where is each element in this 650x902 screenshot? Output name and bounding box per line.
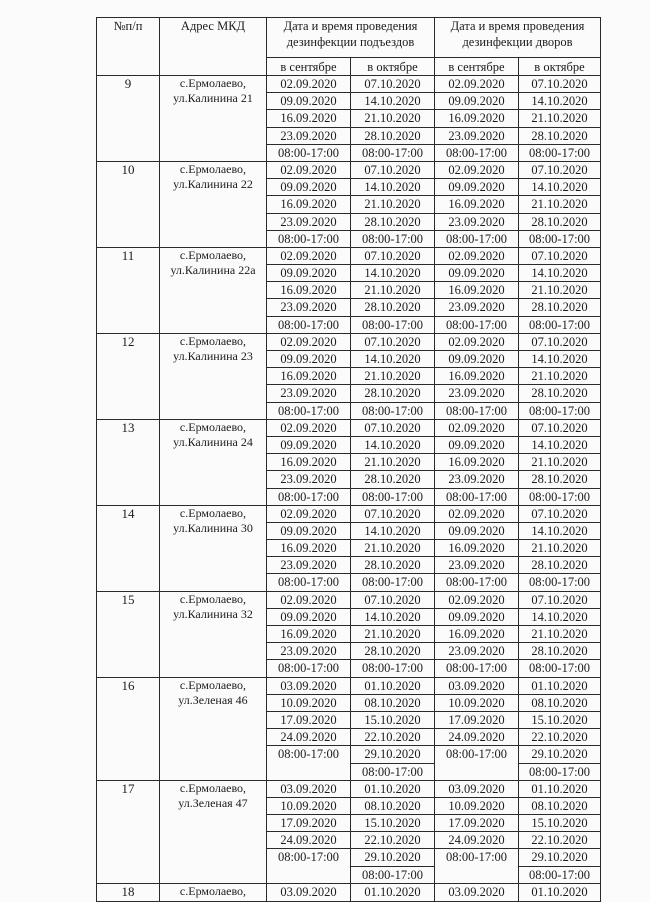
row-number: 12	[97, 333, 160, 419]
date-line: 07.10.2020	[351, 162, 434, 179]
date-line: 02.09.2020	[267, 162, 350, 179]
date-line: 02.09.2020	[267, 420, 350, 437]
date-line: 03.09.2020	[267, 678, 350, 695]
dates-entrances-september	[267, 247, 351, 333]
date-line: 10.09.2020	[267, 798, 350, 815]
date-line: 08:00-17:00	[361, 231, 424, 246]
date-line: 21.10.2020	[519, 368, 600, 385]
date-line: 14.10.2020	[519, 351, 600, 368]
date-line: 22.10.2020	[351, 832, 434, 849]
date-line: 21.10.2020	[351, 282, 434, 299]
date-line: 07.10.2020	[351, 420, 434, 437]
date-line: 16.09.2020	[435, 110, 518, 127]
date-line: 09.09.2020	[267, 437, 350, 454]
date-line: 03.09.2020	[280, 884, 337, 899]
dates-entrances-october	[351, 505, 435, 591]
date-line: 23.09.2020	[267, 128, 350, 145]
date-line: 02.09.2020	[267, 76, 350, 93]
date-line: 08:00-17:00	[277, 145, 340, 160]
date-line: 16.09.2020	[267, 196, 350, 213]
dates-entrances-october	[351, 161, 435, 247]
date-line: 23.09.2020	[267, 643, 350, 660]
dates-yards-september	[435, 591, 519, 677]
table-row	[97, 883, 601, 901]
date-line: 17.09.2020	[267, 815, 350, 832]
date-line: 02.09.2020	[267, 248, 350, 265]
date-line: 23.09.2020	[435, 299, 518, 316]
dates-entrances-october	[351, 591, 435, 677]
dates-yards-september	[435, 247, 519, 333]
dates-yards-october	[519, 883, 601, 901]
header-number: №п/п	[97, 18, 160, 76]
date-line: 08:00-17:00	[277, 231, 340, 246]
date-line: 21.10.2020	[519, 282, 600, 299]
row-number: 17	[97, 780, 160, 883]
date-line: 16.09.2020	[435, 368, 518, 385]
address-street: ул.Калинина 23	[173, 348, 253, 363]
date-line: 09.09.2020	[267, 609, 350, 626]
date-line: 28.10.2020	[351, 643, 434, 660]
date-line: 28.10.2020	[519, 643, 600, 660]
subheader-entrances-october: в октябре	[351, 58, 435, 76]
address-village: с.Ермолаево,	[179, 883, 247, 898]
address-cell	[160, 780, 267, 883]
dates-yards-september	[435, 505, 519, 591]
date-line: 15.10.2020	[519, 815, 600, 832]
address-village: с.Ермолаево,	[179, 161, 247, 176]
date-line: 28.10.2020	[351, 557, 434, 574]
dates-yards-october	[519, 333, 601, 419]
table-row	[97, 247, 601, 333]
date-line: 14.10.2020	[519, 437, 600, 454]
address-street: ул.Калинина 32	[173, 606, 253, 621]
date-line: 16.09.2020	[435, 196, 518, 213]
date-line: 07.10.2020	[519, 592, 600, 609]
date-line: 08:00-17:00	[277, 489, 340, 504]
date-line: 23.09.2020	[267, 385, 350, 402]
date-line: 08:00-17:00	[445, 489, 508, 504]
date-line: 03.09.2020	[448, 884, 505, 899]
date-line: 08.10.2020	[519, 798, 600, 815]
date-line: 14.10.2020	[519, 93, 600, 110]
table-row	[97, 780, 601, 883]
date-line: 03.09.2020	[267, 781, 350, 798]
date-line: 23.09.2020	[435, 214, 518, 231]
date-line: 28.10.2020	[519, 214, 600, 231]
date-line: 08:00-17:00	[361, 661, 424, 676]
date-line: 10.09.2020	[435, 695, 518, 712]
address-village: с.Ермолаево,	[179, 591, 247, 606]
address-street: ул.Калинина 22а	[170, 262, 256, 277]
date-line: 08:00-17:00	[361, 145, 424, 160]
address-village: с.Ермолаево,	[179, 419, 247, 434]
date-line: 16.09.2020	[267, 540, 350, 557]
date-line: 08.10.2020	[351, 695, 434, 712]
date-line: 10.09.2020	[267, 695, 350, 712]
date-line: 09.09.2020	[435, 179, 518, 196]
date-line: 23.09.2020	[435, 128, 518, 145]
dates-entrances-september	[267, 76, 351, 162]
date-line: 01.10.2020	[351, 781, 434, 798]
date-line: 21.10.2020	[351, 110, 434, 127]
date-line: 09.09.2020	[435, 523, 518, 540]
address-cell	[160, 677, 267, 780]
date-line: 21.10.2020	[351, 540, 434, 557]
row-number: 9	[97, 76, 160, 162]
date-line: 14.10.2020	[519, 523, 600, 540]
date-line: 28.10.2020	[519, 557, 600, 574]
date-line: 08:00-17:00	[361, 764, 424, 779]
dates-entrances-october	[351, 419, 435, 505]
date-line: 09.09.2020	[435, 437, 518, 454]
row-number: 18	[97, 883, 160, 901]
address-cell	[160, 76, 267, 162]
date-line: 15.10.2020	[519, 712, 600, 729]
date-line: 16.09.2020	[435, 540, 518, 557]
date-line: 08:00-17:00	[277, 317, 340, 332]
date-line: 08:00-17:00	[277, 661, 340, 676]
date-line: 01.10.2020	[531, 884, 588, 899]
date-line: 01.10.2020	[519, 678, 600, 695]
date-line: 08:00-17:00	[361, 575, 424, 590]
date-line: 21.10.2020	[519, 454, 600, 471]
date-line: 14.10.2020	[519, 609, 600, 626]
date-line: 09.09.2020	[435, 609, 518, 626]
date-line: 02.09.2020	[435, 76, 518, 93]
date-line: 14.10.2020	[351, 609, 434, 626]
date-line: 01.10.2020	[351, 678, 434, 695]
table-row	[97, 419, 601, 505]
dates-yards-october	[519, 76, 601, 162]
date-line: 07.10.2020	[519, 248, 600, 265]
subheader-yards-october: в октябре	[519, 58, 601, 76]
date-line: 07.10.2020	[519, 420, 600, 437]
date-line: 28.10.2020	[351, 471, 434, 488]
row-number: 11	[97, 247, 160, 333]
date-line: 02.09.2020	[267, 506, 350, 523]
dates-entrances-september	[267, 419, 351, 505]
date-line: 21.10.2020	[351, 196, 434, 213]
address-village: с.Ермолаево,	[179, 76, 247, 90]
date-line: 14.10.2020	[351, 179, 434, 196]
date-line: 08:00-17:00	[445, 317, 508, 332]
date-line: 28.10.2020	[351, 128, 434, 145]
dates-yards-october	[519, 591, 601, 677]
date-line: 08:00-17:00	[528, 489, 591, 504]
date-line: 28.10.2020	[351, 385, 434, 402]
date-line: 07.10.2020	[519, 162, 600, 179]
address-village: с.Ермолаево,	[179, 677, 247, 692]
row-number: 16	[97, 677, 160, 780]
date-line: 16.09.2020	[435, 282, 518, 299]
date-line: 08:00-17:00	[361, 317, 424, 332]
address-cell	[160, 419, 267, 505]
address-village: с.Ермолаево,	[179, 505, 247, 520]
date-line: 07.10.2020	[519, 334, 600, 351]
table-row	[97, 505, 601, 591]
date-line: 24.09.2020	[435, 832, 518, 849]
date-line: 10.09.2020	[435, 798, 518, 815]
date-line: 07.10.2020	[519, 76, 600, 93]
date-line: 02.09.2020	[435, 162, 518, 179]
date-line: 21.10.2020	[519, 626, 600, 643]
date-line: 02.09.2020	[267, 334, 350, 351]
date-line: 08:00-17:00	[528, 661, 591, 676]
address-street: ул.Калинина 30	[173, 520, 253, 535]
date-line: 15.10.2020	[351, 712, 434, 729]
address-cell	[160, 505, 267, 591]
header-yards: Дата и время проведения дезинфекции дворов	[435, 18, 601, 58]
address-cell	[160, 333, 267, 419]
date-line: 21.10.2020	[351, 454, 434, 471]
date-line: 09.09.2020	[267, 93, 350, 110]
date-line: 07.10.2020	[351, 334, 434, 351]
date-line: 22.10.2020	[519, 729, 600, 746]
date-line: 16.09.2020	[267, 626, 350, 643]
dates-entrances-october	[351, 333, 435, 419]
dates-yards-october	[519, 505, 601, 591]
date-line: 17.09.2020	[267, 712, 350, 729]
dates-yards-september	[435, 333, 519, 419]
date-line: 21.10.2020	[351, 626, 434, 643]
date-line: 29.10.2020	[519, 746, 600, 763]
address-village: с.Ермолаево,	[179, 780, 247, 795]
date-line: 08:00-17:00	[528, 403, 591, 418]
date-line: 28.10.2020	[351, 299, 434, 316]
date-line: 16.09.2020	[267, 368, 350, 385]
date-line: 17.09.2020	[435, 712, 518, 729]
date-line: 29.10.2020	[519, 849, 600, 866]
dates-yards-september	[435, 419, 519, 505]
table-body	[97, 76, 601, 902]
date-line: 14.10.2020	[351, 351, 434, 368]
date-line: 02.09.2020	[435, 592, 518, 609]
date-line: 29.10.2020	[351, 849, 434, 866]
table-row	[97, 76, 601, 162]
date-line: 08:00-17:00	[445, 145, 508, 160]
date-line: 23.09.2020	[435, 471, 518, 488]
address-street: ул.Калинина 22	[173, 176, 253, 191]
date-line: 22.10.2020	[519, 832, 600, 849]
date-line: 01.10.2020	[519, 781, 600, 798]
date-line: 28.10.2020	[519, 299, 600, 316]
date-line: 08:00-17:00	[445, 575, 508, 590]
date-line: 17.09.2020	[435, 815, 518, 832]
dates-yards-september	[435, 883, 519, 901]
table-header	[97, 18, 601, 76]
date-line: 09.09.2020	[267, 351, 350, 368]
date-line: 08:00-17:00	[445, 850, 508, 865]
date-line: 16.09.2020	[267, 282, 350, 299]
table-row	[97, 161, 601, 247]
date-line: 09.09.2020	[267, 523, 350, 540]
date-line: 08:00-17:00	[528, 145, 591, 160]
date-line: 23.09.2020	[267, 214, 350, 231]
date-line: 08:00-17:00	[277, 403, 340, 418]
date-line: 23.09.2020	[267, 471, 350, 488]
dates-yards-september	[435, 76, 519, 162]
date-line: 24.09.2020	[267, 729, 350, 746]
date-line: 14.10.2020	[351, 437, 434, 454]
dates-yards-october	[519, 677, 601, 780]
address-village: с.Ермолаево,	[179, 333, 247, 348]
date-line: 28.10.2020	[351, 214, 434, 231]
subheader-yards-september: в сентябре	[435, 58, 519, 76]
date-line: 02.09.2020	[435, 334, 518, 351]
date-line: 08:00-17:00	[445, 403, 508, 418]
date-line: 08:00-17:00	[445, 661, 508, 676]
dates-entrances-september	[267, 677, 351, 780]
date-line: 09.09.2020	[435, 351, 518, 368]
dates-entrances-september	[267, 333, 351, 419]
header-entrances: Дата и время проведения дезинфекции подъездов	[267, 18, 435, 58]
address-village: с.Ермолаево,	[179, 247, 247, 262]
date-line: 08:00-17:00	[528, 231, 591, 246]
date-line: 16.09.2020	[267, 110, 350, 127]
date-line: 08:00-17:00	[361, 867, 424, 882]
date-line: 02.09.2020	[435, 248, 518, 265]
date-line: 01.10.2020	[364, 884, 421, 899]
date-line: 08:00-17:00	[361, 403, 424, 418]
date-line: 08.10.2020	[519, 695, 600, 712]
date-line: 07.10.2020	[519, 506, 600, 523]
dates-entrances-october	[351, 677, 435, 780]
table-row	[97, 591, 601, 677]
date-line: 07.10.2020	[351, 506, 434, 523]
dates-entrances-september	[267, 591, 351, 677]
date-line: 16.09.2020	[267, 454, 350, 471]
row-number: 14	[97, 505, 160, 591]
address-cell	[160, 883, 267, 901]
date-line: 08:00-17:00	[277, 850, 340, 865]
date-line: 21.10.2020	[519, 196, 600, 213]
dates-entrances-september	[267, 161, 351, 247]
date-line: 24.09.2020	[435, 729, 518, 746]
date-line: 09.09.2020	[267, 265, 350, 282]
date-line: 08:00-17:00	[528, 867, 591, 882]
dates-entrances-september	[267, 883, 351, 901]
date-line: 16.09.2020	[435, 626, 518, 643]
date-line: 15.10.2020	[351, 815, 434, 832]
date-line: 07.10.2020	[351, 592, 434, 609]
dates-yards-september	[435, 677, 519, 780]
address-cell	[160, 247, 267, 333]
dates-yards-october	[519, 161, 601, 247]
dates-entrances-october	[351, 76, 435, 162]
date-line: 28.10.2020	[519, 471, 600, 488]
date-line: 08:00-17:00	[445, 747, 508, 762]
date-line: 23.09.2020	[267, 299, 350, 316]
disinfection-schedule-table	[96, 17, 601, 902]
date-line: 07.10.2020	[351, 248, 434, 265]
date-line: 09.09.2020	[435, 265, 518, 282]
date-line: 28.10.2020	[519, 385, 600, 402]
date-line: 14.10.2020	[519, 179, 600, 196]
date-line: 02.09.2020	[435, 420, 518, 437]
table-row	[97, 677, 601, 780]
date-line: 28.10.2020	[519, 128, 600, 145]
dates-entrances-september	[267, 505, 351, 591]
date-line: 21.10.2020	[519, 540, 600, 557]
date-line: 02.09.2020	[435, 506, 518, 523]
dates-entrances-october	[351, 247, 435, 333]
row-number: 10	[97, 161, 160, 247]
row-number: 13	[97, 419, 160, 505]
dates-entrances-october	[351, 780, 435, 883]
subheader-entrances-september: в сентябре	[267, 58, 351, 76]
table-row	[97, 333, 601, 419]
address-street: ул.Калинина 21	[173, 91, 253, 105]
dates-yards-september	[435, 161, 519, 247]
date-line: 24.09.2020	[267, 832, 350, 849]
date-line: 14.10.2020	[351, 523, 434, 540]
date-line: 29.10.2020	[351, 746, 434, 763]
dates-entrances-october	[351, 883, 435, 901]
date-line: 08:00-17:00	[528, 317, 591, 332]
date-line: 02.09.2020	[267, 592, 350, 609]
address-cell	[160, 591, 267, 677]
dates-yards-october	[519, 247, 601, 333]
date-line: 16.09.2020	[435, 454, 518, 471]
dates-entrances-september	[267, 780, 351, 883]
date-line: 14.10.2020	[519, 265, 600, 282]
date-line: 23.09.2020	[267, 557, 350, 574]
date-line: 14.10.2020	[351, 265, 434, 282]
date-line: 09.09.2020	[435, 93, 518, 110]
date-line: 22.10.2020	[351, 729, 434, 746]
date-line: 03.09.2020	[435, 781, 518, 798]
date-line: 08:00-17:00	[361, 489, 424, 504]
row-number: 15	[97, 591, 160, 677]
date-line: 08.10.2020	[351, 798, 434, 815]
header-address: Адрес МКД	[160, 18, 267, 76]
address-street: ул.Калинина 24	[173, 434, 253, 449]
date-line: 08:00-17:00	[528, 764, 591, 779]
date-line: 23.09.2020	[435, 385, 518, 402]
date-line: 08:00-17:00	[277, 575, 340, 590]
address-street: ул.Зеленая 47	[178, 795, 248, 810]
dates-yards-october	[519, 780, 601, 883]
date-line: 21.10.2020	[519, 110, 600, 127]
date-line: 14.10.2020	[351, 93, 434, 110]
date-line: 21.10.2020	[351, 368, 434, 385]
date-line: 09.09.2020	[267, 179, 350, 196]
date-line: 23.09.2020	[435, 557, 518, 574]
date-line: 07.10.2020	[351, 76, 434, 93]
dates-yards-september	[435, 780, 519, 883]
date-line: 03.09.2020	[435, 678, 518, 695]
date-line: 08:00-17:00	[528, 575, 591, 590]
address-cell	[160, 161, 267, 247]
date-line: 23.09.2020	[435, 643, 518, 660]
date-line: 08:00-17:00	[277, 747, 340, 762]
address-street: ул.Зеленая 46	[178, 692, 248, 707]
date-line: 08:00-17:00	[445, 231, 508, 246]
dates-yards-october	[519, 419, 601, 505]
